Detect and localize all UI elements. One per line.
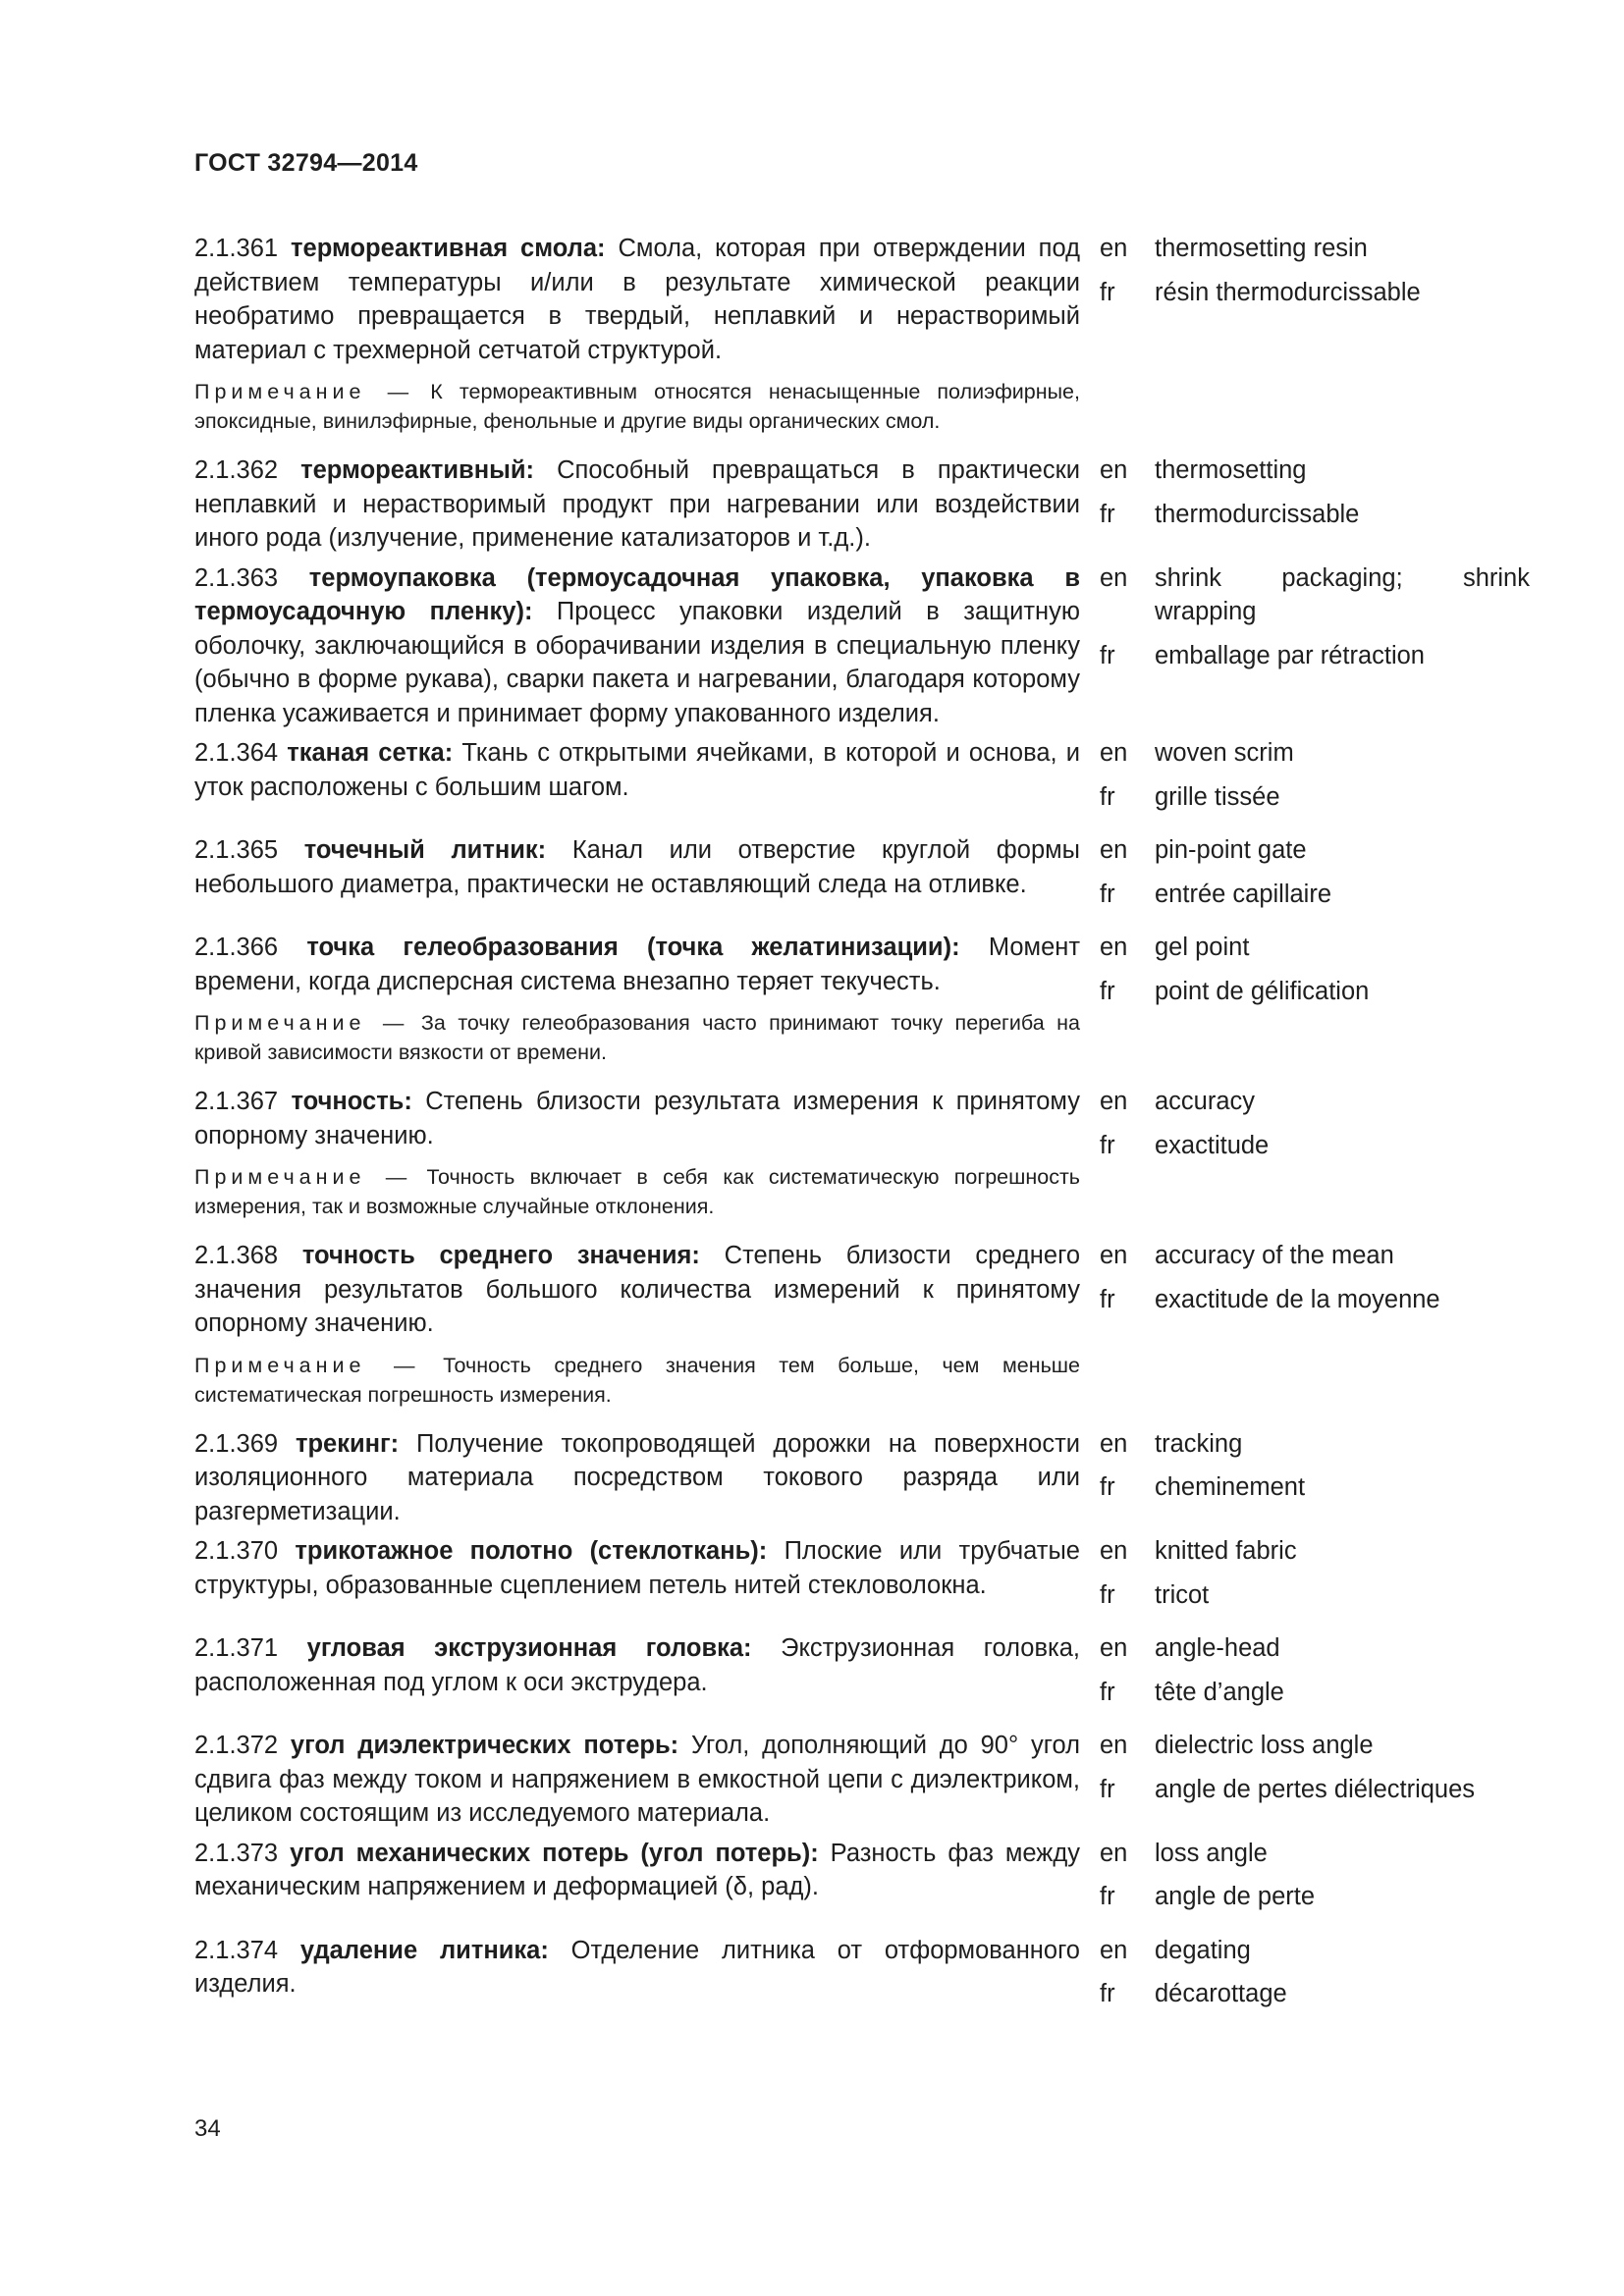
lang-code-en: en	[1100, 934, 1128, 961]
translation-en	[1100, 561, 1530, 629]
term-entry	[194, 561, 1530, 731]
term-definition-block	[194, 1837, 1080, 1904]
term-definition	[194, 1085, 1080, 1152]
term-number: 2.1.368	[194, 1242, 279, 1269]
term-entry	[194, 736, 1530, 824]
translation-fr	[1100, 975, 1530, 1009]
term-definition	[194, 833, 1080, 901]
lang-code-en: en	[1100, 563, 1128, 592]
term-definition-block	[194, 1631, 1080, 1699]
term-note	[194, 1162, 1080, 1221]
term-text: Ткань с открытыми ячейками, в которой и основа, и уток расположены с большим шагом.	[194, 739, 1080, 801]
note-label: Примечание —	[194, 1165, 412, 1189]
lang-code-en: en	[1100, 1088, 1128, 1115]
lang-code-fr: fr	[1100, 641, 1115, 669]
term-number: 2.1.370	[194, 1537, 279, 1565]
translations	[1100, 1837, 1530, 1924]
lang-code-fr: fr	[1100, 1775, 1115, 1803]
term-en: pin-point gate	[1155, 836, 1307, 864]
term-text: Экструзионная головка, расположенная под углом к оси экструдера.	[194, 1634, 1081, 1696]
term-fr: exactitude	[1155, 1131, 1270, 1159]
term-definition	[194, 1239, 1080, 1341]
term-text: Степень близости среднего значения результатов большого количества измерений к принятому опорному значению.	[194, 1242, 1080, 1337]
translation-en	[1100, 1837, 1530, 1871]
translation-en	[1100, 232, 1530, 266]
term-entry	[194, 1934, 1530, 2021]
translation-fr	[1100, 1470, 1530, 1505]
term-definition	[194, 1427, 1080, 1529]
term-title: угол механических потерь (угол потерь):	[290, 1839, 819, 1867]
term-number: 2.1.371	[194, 1634, 279, 1662]
term-en: angle-head	[1155, 1634, 1280, 1662]
term-text: Канал или отверстие круглой формы небольшого диаметра, практически не оставляющий следа на отливке.	[194, 836, 1080, 898]
document-code: ГОСТ 32794—2014	[194, 149, 418, 177]
term-entry	[194, 833, 1530, 921]
term-number: 2.1.364	[194, 739, 279, 767]
lang-code-en: en	[1100, 1634, 1128, 1662]
term-text: Плоские или трубчатые структуры, образованные сцеплением петель нитей стекловолокна.	[194, 1537, 1080, 1599]
term-fr: point de gélification	[1155, 977, 1370, 1005]
term-title: термоупаковка (термоусадочная упаковка, упаковка в термоусадочную пленку):	[194, 563, 1080, 625]
translations	[1100, 232, 1530, 319]
term-text: Отделение литника от отформованного изделия.	[194, 1936, 1080, 1998]
term-text: Момент времени, когда дисперсная система внезапно теряет текучесть.	[194, 934, 1081, 995]
term-number: 2.1.367	[194, 1088, 279, 1115]
translation-en	[1100, 1239, 1530, 1273]
term-number: 2.1.373	[194, 1839, 279, 1867]
lang-code-fr: fr	[1100, 500, 1115, 528]
term-number: 2.1.362	[194, 456, 279, 484]
term-entry	[194, 454, 1530, 556]
term-number: 2.1.366	[194, 934, 279, 961]
translation-en	[1100, 736, 1530, 771]
lang-code-en: en	[1100, 235, 1128, 262]
translation-en	[1100, 1085, 1530, 1119]
term-definition	[194, 736, 1080, 804]
term-fr: grille tissée	[1155, 782, 1280, 811]
term-definition-block	[194, 1239, 1080, 1410]
term-definition	[194, 1934, 1080, 2002]
translation-fr	[1100, 1977, 1530, 2011]
term-fr: emballage par rétraction	[1155, 641, 1425, 669]
term-definition-block	[194, 1729, 1080, 1831]
term-definition-block	[194, 736, 1080, 804]
term-en: loss angle	[1155, 1839, 1268, 1867]
lang-code-en: en	[1100, 1537, 1128, 1565]
lang-code-fr: fr	[1100, 782, 1115, 811]
note-text: Точность включает в себя как систематическую погрешность измерения, так и возможные случайные отклонения.	[194, 1165, 1080, 1218]
term-entry	[194, 1631, 1530, 1719]
term-en: thermosetting resin	[1155, 235, 1368, 262]
note-text: К термореактивным относятся ненасыщенные полиэфирные, эпоксидные, винилэфирные, фенольные и другие виды органических смол.	[194, 380, 1080, 433]
lang-code-en: en	[1100, 1839, 1128, 1867]
term-number: 2.1.361	[194, 235, 279, 262]
lang-code-fr: fr	[1100, 1131, 1115, 1159]
term-fr: angle de pertes diélectriques	[1155, 1775, 1476, 1803]
lang-code-fr: fr	[1100, 1473, 1115, 1501]
term-definition	[194, 1837, 1080, 1904]
lang-code-fr: fr	[1100, 1285, 1115, 1313]
term-text: Способный превращаться в практически неплавкий и нерастворимый продукт при нагревании или воздействии иного рода (излучение, применение катализаторов и т.д.).	[194, 456, 1080, 552]
term-note	[194, 1351, 1080, 1410]
translations	[1100, 1729, 1530, 1816]
lang-code-fr: fr	[1100, 1580, 1115, 1609]
term-fr: tricot	[1155, 1580, 1210, 1609]
term-title: точность среднего значения:	[301, 1242, 700, 1269]
term-title: трекинг:	[295, 1429, 400, 1458]
term-text: Разность фаз между механическим напряжением и деформацией (δ, рад).	[194, 1839, 1080, 1900]
translations	[1100, 1427, 1530, 1515]
term-title: термореактивный:	[300, 456, 535, 484]
term-entry	[194, 1534, 1530, 1622]
term-definition	[194, 1729, 1080, 1831]
translation-fr	[1100, 1773, 1530, 1807]
lang-code-fr: fr	[1100, 880, 1115, 908]
note-text: Точность среднего значения тем больше, чем меньше систематическая погрешность измерения.	[194, 1353, 1080, 1407]
translations	[1100, 1631, 1530, 1719]
translation-en	[1100, 1427, 1530, 1462]
term-title: угловая экструзионная головка:	[306, 1634, 752, 1662]
term-text: Процесс упаковки изделий в защитную оболочку, заключающийся в оборачивании изделия в специальную пленку (обычно в форме рукава), сварки пакета и нагревании, благодаря которому пленка усаживается и принимает форму упакованного изделия.	[194, 598, 1080, 727]
page-number: 34	[194, 2115, 221, 2142]
term-title: точность:	[291, 1088, 412, 1115]
translation-fr	[1100, 780, 1530, 815]
lang-code-en: en	[1100, 1732, 1128, 1759]
term-definition	[194, 561, 1080, 731]
term-fr: tête d’angle	[1155, 1678, 1284, 1706]
translation-en	[1100, 1729, 1530, 1763]
translations	[1100, 736, 1530, 824]
term-definition-block	[194, 561, 1080, 731]
term-definition	[194, 454, 1080, 556]
term-en: gel point	[1155, 934, 1250, 961]
lang-code-en: en	[1100, 739, 1128, 767]
translation-fr	[1100, 1578, 1530, 1613]
term-note	[194, 377, 1080, 436]
lang-code-en: en	[1100, 1936, 1128, 1964]
translation-fr	[1100, 276, 1530, 310]
term-text: Степень близости результата измерения к принятому опорному значению.	[194, 1088, 1080, 1149]
term-entry	[194, 1427, 1530, 1529]
term-list	[194, 232, 1530, 2021]
term-en: knitted fabric	[1155, 1537, 1297, 1565]
term-definition-block	[194, 232, 1080, 436]
term-number: 2.1.369	[194, 1429, 279, 1458]
term-text: Получение токопроводящей дорожки на поверхности изоляционного материала посредством токового разряда или разгерметизации.	[194, 1429, 1080, 1525]
lang-code-fr: fr	[1100, 977, 1115, 1005]
term-en: accuracy of the mean	[1155, 1242, 1394, 1269]
term-en: accuracy	[1155, 1088, 1256, 1115]
translation-fr	[1100, 1129, 1530, 1163]
translation-fr	[1100, 1676, 1530, 1710]
term-en: dielectric loss angle	[1155, 1732, 1374, 1759]
term-en: degating	[1155, 1936, 1251, 1964]
translations	[1100, 1934, 1530, 2021]
term-title: термореактивная смола:	[291, 235, 606, 262]
term-title: точка гелеобразования (точка желатинизации):	[306, 934, 960, 961]
term-fr: décarottage	[1155, 1980, 1287, 2007]
lang-code-en: en	[1100, 1429, 1128, 1458]
translations	[1100, 561, 1530, 683]
term-en: tracking	[1155, 1429, 1243, 1458]
term-definition-block	[194, 833, 1080, 901]
term-en: thermosetting	[1155, 456, 1307, 484]
term-title: точечный литник:	[303, 836, 547, 864]
term-entry	[194, 1729, 1530, 1831]
lang-code-fr: fr	[1100, 1883, 1115, 1910]
lang-code-en: en	[1100, 1242, 1128, 1269]
translations	[1100, 1085, 1530, 1172]
translations	[1100, 833, 1530, 921]
term-en: shrink packaging; shrink wrapping	[1155, 563, 1530, 625]
term-text: Угол, дополняющий до 90° угол сдвига фаз между током и напряжением в емкостной цепи с диэлектриком, целиком состоящим из исследуемого материала.	[194, 1732, 1080, 1827]
note-label: Примечание —	[194, 1011, 409, 1035]
term-fr: résin thermodurcissable	[1155, 278, 1421, 306]
term-fr: exactitude de la moyenne	[1155, 1285, 1440, 1313]
lang-code-fr: fr	[1100, 278, 1115, 306]
term-fr: cheminement	[1155, 1473, 1306, 1501]
translations	[1100, 931, 1530, 1018]
term-definition	[194, 1534, 1080, 1602]
translation-en	[1100, 454, 1530, 488]
translations	[1100, 1534, 1530, 1622]
term-fr: angle de perte	[1155, 1883, 1316, 1910]
term-entry	[194, 1837, 1530, 1924]
term-entry	[194, 232, 1530, 436]
translation-en	[1100, 931, 1530, 965]
term-definition-block	[194, 1534, 1080, 1602]
term-number: 2.1.363	[194, 563, 279, 592]
translation-fr	[1100, 878, 1530, 912]
term-definition	[194, 1631, 1080, 1699]
translation-fr	[1100, 639, 1530, 673]
lang-code-fr: fr	[1100, 1678, 1115, 1706]
term-en: woven scrim	[1155, 739, 1294, 767]
term-number: 2.1.365	[194, 836, 279, 864]
lang-code-en: en	[1100, 836, 1128, 864]
term-note	[194, 1008, 1080, 1067]
term-text: Смола, которая при отверждении под действием температуры и/или в результате химической реакции необратимо превращается в твердый, неплавкий и нерастворимый материал с трехмерной сетчатой структурой.	[194, 235, 1080, 364]
term-definition-block	[194, 931, 1080, 1067]
term-definition-block	[194, 1085, 1080, 1221]
translation-en	[1100, 1534, 1530, 1569]
note-label: Примечание —	[194, 380, 414, 403]
lang-code-fr: fr	[1100, 1980, 1115, 2007]
translations	[1100, 1239, 1530, 1326]
translation-en	[1100, 1934, 1530, 1968]
term-definition	[194, 232, 1080, 367]
term-title: тканая сетка:	[287, 739, 454, 767]
translation-en	[1100, 1631, 1530, 1666]
term-number: 2.1.374	[194, 1936, 279, 1964]
note-text: За точку гелеобразования часто принимают точку перегиба на кривой зависимости вязкости от времени.	[194, 1011, 1080, 1064]
term-definition-block	[194, 1427, 1080, 1529]
term-definition-block	[194, 1934, 1080, 2002]
translation-fr	[1100, 498, 1530, 532]
term-entry	[194, 931, 1530, 1067]
term-title: угол диэлектрических потерь:	[290, 1732, 679, 1759]
term-entry	[194, 1085, 1530, 1221]
term-definition-block	[194, 454, 1080, 556]
term-definition	[194, 931, 1080, 998]
translation-fr	[1100, 1283, 1530, 1317]
term-fr: entrée capillaire	[1155, 880, 1332, 908]
term-entry	[194, 1239, 1530, 1410]
term-title: трикотажное полотно (стеклоткань):	[295, 1537, 768, 1565]
lang-code-en: en	[1100, 456, 1128, 484]
term-fr: thermodurcissable	[1155, 500, 1360, 528]
term-title: удаление литника:	[299, 1936, 549, 1964]
translation-en	[1100, 833, 1530, 868]
translations	[1100, 454, 1530, 541]
term-number: 2.1.372	[194, 1732, 279, 1759]
note-label: Примечание —	[194, 1353, 420, 1377]
translation-fr	[1100, 1880, 1530, 1914]
